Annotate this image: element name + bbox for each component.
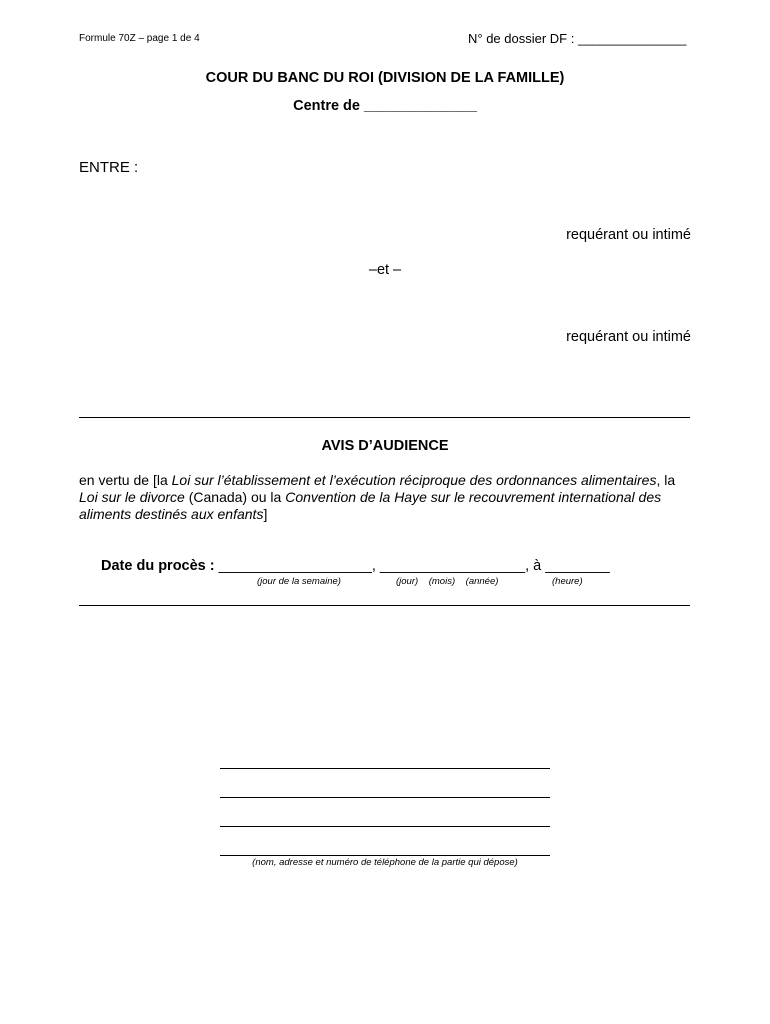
filer-line <box>220 768 550 769</box>
legal-basis-paragraph <box>79 472 694 523</box>
section-divider-bottom <box>79 605 690 606</box>
form-number: Formule 70Z – page 1 de 4 <box>79 33 200 44</box>
trial-date-label: Date du procès : <box>101 558 215 574</box>
legal-basis-text: en vertu de [la <box>79 472 172 488</box>
caption-time: (heure) <box>552 576 583 587</box>
act-hague-convention: Convention de la Haye sur le recouvrement international des aliments destinés aux enfants <box>79 489 662 522</box>
legal-basis-text: , la <box>656 472 676 488</box>
between-label: ENTRE : <box>79 159 139 176</box>
parties-separator: –et – <box>368 262 402 278</box>
filer-line <box>220 826 550 827</box>
party1-role: requérant ou intimé <box>566 227 691 243</box>
section-divider-top <box>79 417 690 418</box>
court-centre-field: Centre de ______________ <box>293 98 477 114</box>
filer-line <box>220 855 550 856</box>
filer-caption: (nom, adresse et numéro de téléphone de la partie qui dépose) <box>252 857 518 868</box>
filer-line <box>220 797 550 798</box>
trial-date-line <box>101 558 610 574</box>
caption-date: (jour) (mois) (année) <box>396 576 499 587</box>
court-title: COUR DU BANC DU ROI (DIVISION DE LA FAMILLE) <box>205 70 565 86</box>
act-divorce: Loi sur le divorce <box>79 489 185 505</box>
party2-role: requérant ou intimé <box>566 329 691 345</box>
legal-basis-text: ] <box>263 506 268 522</box>
caption-weekday: (jour de la semaine) <box>257 576 341 587</box>
trial-date-blanks: ___________________, __________________, à ________ <box>214 558 610 574</box>
notice-title: AVIS D’AUDIENCE <box>321 438 449 454</box>
act-reciprocal-enforcement: Loi sur l’établissement et l’exécution réciproque des ordonnances alimentaires <box>171 472 657 488</box>
file-number-field: N° de dossier DF : _______________ <box>468 31 687 46</box>
legal-basis-text: (Canada) ou la <box>184 489 286 505</box>
